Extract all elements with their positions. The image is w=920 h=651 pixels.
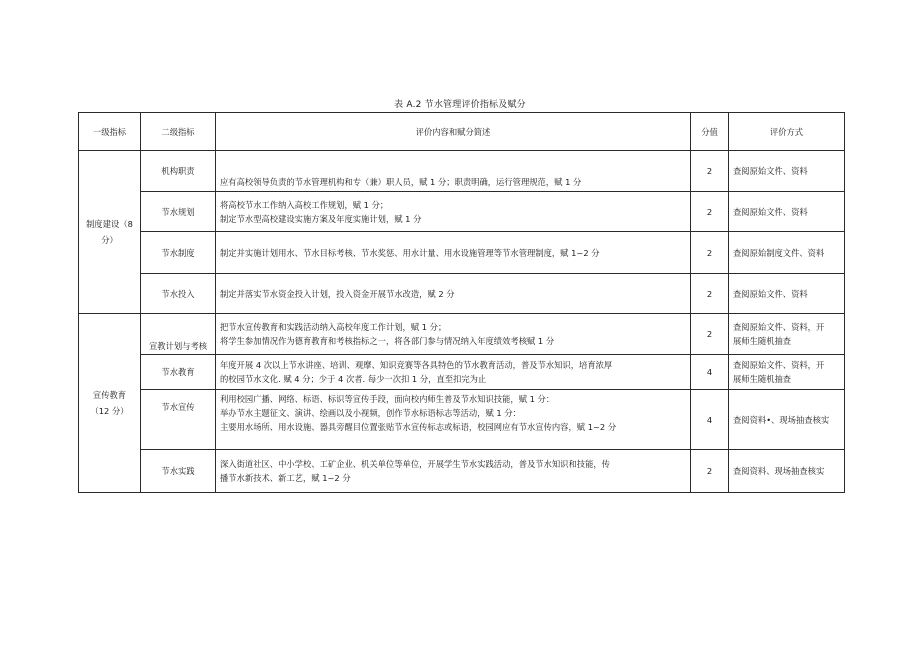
indicator-cell: 宣教计划与考核 xyxy=(141,314,216,355)
content-cell xyxy=(216,151,691,192)
method-line: 查阅原始文件、资料 xyxy=(733,206,808,217)
table-row xyxy=(79,192,845,232)
score-cell: 2 xyxy=(691,151,729,192)
content-cell xyxy=(216,355,691,390)
score-cell: 2 xyxy=(691,450,729,493)
content-line: 把节水宣传教育和实践活动纳入高校年度工作计划，赋 1 分； xyxy=(220,322,447,332)
method-line: 查阅资料、现场抽查核实 xyxy=(733,466,825,476)
category-name-line: 分） xyxy=(101,235,118,245)
content-line: 制定并实施计划用水、节水目标考核、节水奖惩、用水计量、用水设施管理等节水管理制度，赋 1~2 分 xyxy=(220,247,600,258)
content-line: 深入街道社区、中小学校、工矿企业、机关单位等单位，开展学生节水实践活动，普及节水知识和技能，传 xyxy=(220,459,610,469)
method-cell xyxy=(729,390,845,450)
content-cell xyxy=(216,274,691,314)
table-row xyxy=(79,450,845,493)
method-line: 查阅资料•、现场抽查核实 xyxy=(733,414,830,425)
score-cell: 4 xyxy=(691,390,729,450)
content-cell xyxy=(216,390,691,450)
header-level1: 一级指标 xyxy=(79,113,141,151)
method-cell xyxy=(729,314,845,355)
table-row xyxy=(79,314,845,355)
category-cell xyxy=(79,314,141,493)
content-cell xyxy=(216,232,691,274)
content-line: 将学生参加情况作为德育教育和考核指标之一，将各部门参与情况纳入年度绩效考核赋 1 分 xyxy=(220,336,555,346)
category-name-line: （12 分） xyxy=(90,406,129,416)
content-line: 将高校节水工作纳入高校工作规划，赋 1 分； xyxy=(220,199,389,210)
table-row xyxy=(79,232,845,274)
method-cell xyxy=(729,355,845,390)
table-row xyxy=(79,274,845,314)
content-line: 播节水新技术、新工艺，赋 1~2 分 xyxy=(220,473,351,483)
content-line: 利用校园广播、网络、标语、标识等宣传手段，面向校内师生普及节水知识技能，赋 1 分： xyxy=(220,394,555,404)
score-cell: 2 xyxy=(691,274,729,314)
table-row xyxy=(79,355,845,390)
method-cell xyxy=(729,274,845,314)
method-line: 展师生随机抽查 xyxy=(733,374,792,384)
score-cell: 2 xyxy=(691,232,729,274)
content-line: 主要用水场所、用水设施、器具旁醒目位置张贴节水宣传标志或标语，校园网应有节水宣传内容，赋 1~2 分 xyxy=(220,422,617,432)
method-line: 查阅原始文件、资料 xyxy=(733,288,808,299)
method-line: 查阅原始文件、资料 xyxy=(733,166,808,176)
content-cell xyxy=(216,192,691,232)
content-line: 应有高校领导负责的节水管理机构和专（兼）职人员，赋 1 分；职责明确，运行管理规范，赋 1 分 xyxy=(220,177,582,187)
header-row xyxy=(79,113,845,151)
header-content: 评价内容和赋分简述 xyxy=(216,113,691,151)
header-score: 分值 xyxy=(691,113,729,151)
table-title: 表 A.2 节水管理评价指标及赋分 xyxy=(394,100,526,110)
category-name-line: 制度建设（8 xyxy=(86,219,133,229)
method-cell xyxy=(729,192,845,232)
table-row xyxy=(79,151,845,192)
indicator-cell: 节水规划 xyxy=(141,192,216,232)
method-line: 查阅原始文件、资料，开 xyxy=(733,360,825,370)
table-row xyxy=(79,390,845,450)
score-cell: 2 xyxy=(691,192,729,232)
header-method: 评价方式 xyxy=(729,113,845,151)
method-cell xyxy=(729,151,845,192)
indicator-cell: 节水宣传 xyxy=(141,390,216,450)
indicator-cell: 节水投入 xyxy=(141,274,216,314)
method-cell xyxy=(729,450,845,493)
category-cell xyxy=(79,151,141,314)
content-line: 的校园节水文化. 赋 4 分；少于 4 次者. 每少一次扣 1 分，直至扣完为止 xyxy=(220,374,487,384)
score-cell: 4 xyxy=(691,355,729,390)
content-line: 制定节水型高校建设实施方案及年度实施计划，赋 1 分 xyxy=(220,213,422,224)
evaluation-table xyxy=(78,112,845,493)
indicator-cell: 节水教育 xyxy=(141,355,216,390)
category-name-line: 宣传教育 xyxy=(92,390,127,400)
content-cell xyxy=(216,314,691,355)
indicator-cell: 节水制度 xyxy=(141,232,216,274)
header-level2: 二级指标 xyxy=(141,113,216,151)
method-cell xyxy=(729,232,845,274)
indicator-cell: 节水实践 xyxy=(141,450,216,493)
method-line: 展师生随机抽查 xyxy=(733,336,792,346)
content-line: 制定并落实节水资金投入计划，投入资金开展节水改造，赋 2 分 xyxy=(220,288,455,299)
content-cell xyxy=(216,450,691,493)
content-line: 举办节水主题征文、演讲、绘画以及小视频，创作节水标语标志等活动，赋 1 分： xyxy=(220,408,521,418)
content-line: 年度开展 4 次以上节水讲座、培训、观摩、知识竞赛等各具特色的节水教育活动，普及节水知识，培育浓厚 xyxy=(220,360,613,370)
indicator-cell: 机构职责 xyxy=(141,151,216,192)
score-cell: 2 xyxy=(691,314,729,355)
method-line: 查阅原始文件、资料，开 xyxy=(733,322,825,332)
method-line: 查阅原始制度文件、资料 xyxy=(733,247,825,258)
